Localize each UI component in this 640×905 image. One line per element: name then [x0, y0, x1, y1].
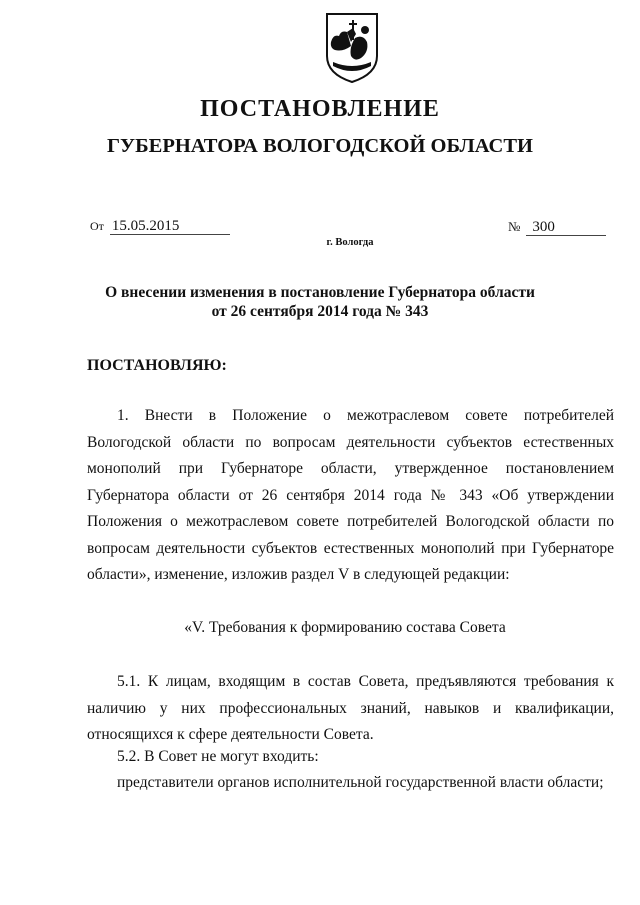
document-date: 15.05.2015 [110, 219, 230, 235]
coat-of-arms-icon [325, 12, 379, 84]
paragraph-1: 1. Внести в Положение о межотраслевом совете потребителей Вологодской области по вопросам деятельности субъектов естественных монополий при Губернаторе области, утвержденное постановлением Губернатора области от 26 сентября 2014 года № 343 «Об утверждении Положения о межотраслевом совете потребителей Вологодской области по вопросам деятельности субъектов естественных монополий при Губернаторе области», изменение, изложив раздел V в следующей редакции: [87, 407, 614, 583]
document-city: г. Вологда [326, 237, 374, 248]
document-issuer: ГУБЕРНАТОРА ВОЛОГОДСКОЙ ОБЛАСТИ [107, 135, 533, 157]
subject-line-2: от 26 сентября 2014 года № 343 [211, 303, 429, 320]
document-title: ПОСТАНОВЛЕНИЕ [200, 96, 440, 122]
paragraph-5-2: 5.2. В Совет не могут входить: [117, 748, 319, 765]
document-number-row [508, 219, 606, 236]
paragraph-5-1: 5.1. К лицам, входящим в состав Совета, предъявляются требования к наличию у них профессиональных знаний, навыков и квалификации, относящихся к сфере деятельности Совета. [87, 673, 614, 743]
resolve-heading: ПОСТАНОВЛЯЮ: [87, 357, 227, 374]
section-heading: «V. Требования к формированию состава Совета [184, 619, 506, 636]
date-prefix: От [90, 219, 104, 233]
subject-line-1: О внесении изменения в постановление Губернатора области [105, 284, 535, 301]
document-number: 300 [526, 220, 606, 236]
document-subject [0, 283, 640, 321]
document-date-row [90, 219, 230, 235]
list-item: представители органов исполнительной государственной власти области; [117, 774, 604, 791]
number-prefix: № [508, 219, 521, 234]
